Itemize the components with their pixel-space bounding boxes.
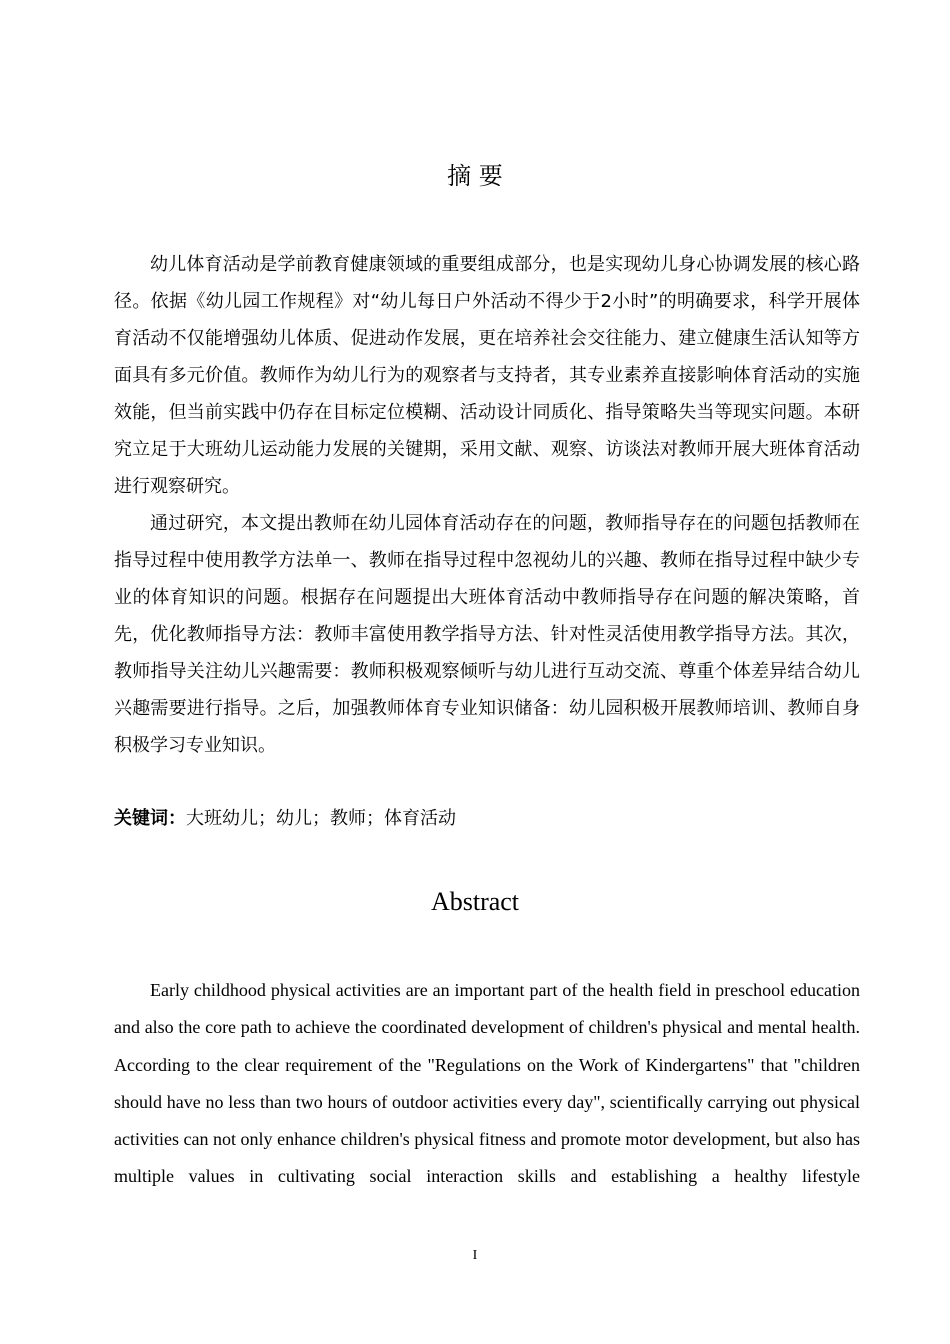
abstract-cn-title: 摘 要: [447, 162, 503, 190]
abstract-en-body: [114, 972, 860, 1196]
abstract-cn-paragraph-1: 幼儿体育活动是学前教育健康领域的重要组成部分，也是实现幼儿身心协调发展的核心路径。依据《幼儿园工作规程》对“幼儿每日户外活动不得少于2小时”的明确要求，科学开展体育活动不仅能增强幼儿体质、促进动作发展，更在培养社会交往能力、建立健康生活认知等方面具有多元价值。教师作为幼儿行为的观察者与支持者，其专业素养直接影响体育活动的实施效能，但当前实践中仍存在目标定位模糊、活动设计同质化、指导策略失当等现实问题。本研究立足于大班幼儿运动能力发展的关键期，采用文献、观察、访谈法对教师开展大班体育活动进行观察研究。: [114, 254, 860, 497]
abstract-cn-paragraph-2: 通过研究，本文提出教师在幼儿园体育活动存在的问题，教师指导存在的问题包括教师在指导过程中使用教学方法单一、教师在指导过程中忽视幼儿的兴趣、教师在指导过程中缺少专业的体育知识的问题。根据存在问题提出大班体育活动中教师指导存在问题的解决策略，首先，优化教师指导方法：教师丰富使用教学指导方法、针对性灵活使用教学指导方法。其次，教师指导关注幼儿兴趣需要：教师积极观察倾听与幼儿进行互动交流、尊重个体差异结合幼儿兴趣需要进行指导。之后，加强教师体育专业知识储备：幼儿园积极开展教师培训、教师自身积极学习专业知识。: [114, 513, 860, 756]
abstract-cn-body: [114, 246, 860, 764]
abstract-en-title: Abstract: [430, 887, 520, 916]
keywords-label: 关键词：: [114, 808, 186, 829]
keywords-value: 大班幼儿；幼儿；教师；体育活动: [186, 808, 456, 829]
keywords-line: [114, 800, 860, 837]
page-number: I: [472, 1248, 478, 1263]
abstract-en-paragraph: Early childhood physical activities are an important part of the health field in preschool education and also the core path to achieve the coordinated development of children's physical and mental health. According to the clear requirement of the "Regulations on the Work of Kindergartens" that "children should have no less than two hours of outdoor activities every day", scientifically carrying out physical activities can not only enhance children's physical fitness and promote motor development, but also has multiple values in cultivating social interaction skills and establishing a healthy lifestyle: [114, 980, 860, 1187]
